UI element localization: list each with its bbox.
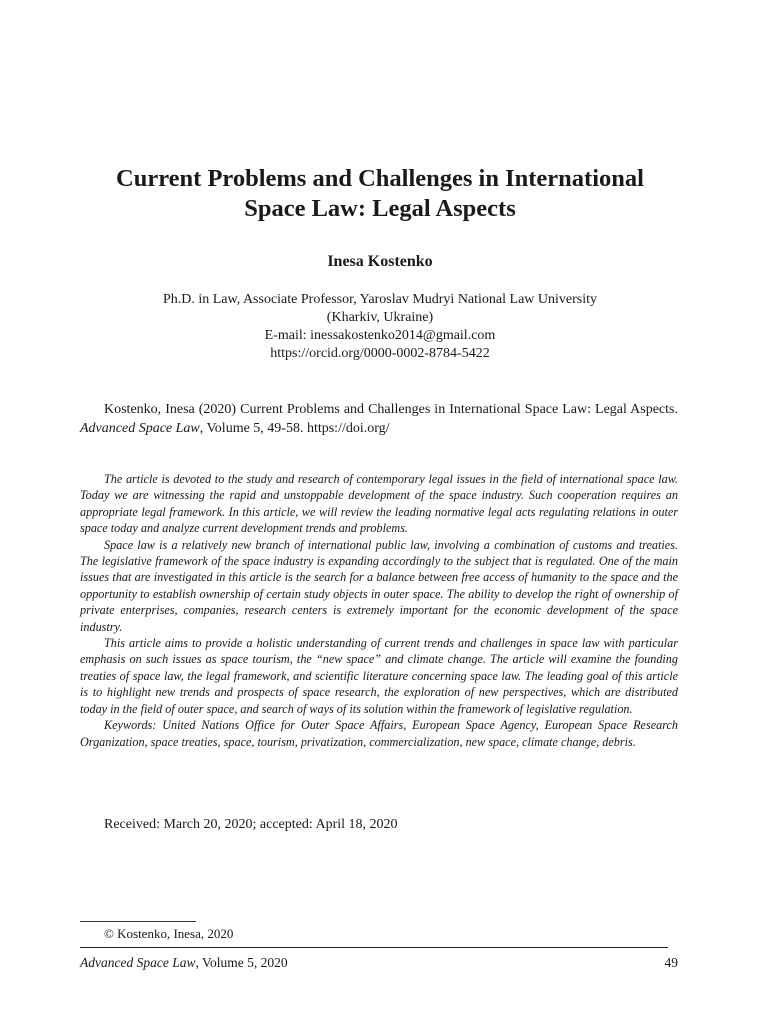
abstract (80, 471, 678, 750)
page-number: 49 (664, 955, 678, 970)
article-title-line-1: Current Problems and Challenges in International (116, 165, 644, 192)
author-email: E-mail: inessakostenko2014@gmail.com (264, 328, 496, 343)
abstract-paragraph-2: Space law is a relatively new branch of international public law, involving a combination of customs and treaties. The legislative framework of the space industry is expanding accordingly to the subject that is regulated. One of the main issues that are investigated in this article is the search for a balance between free access of humanity to the space and the opportunity to establish ownership of certain study objects in outer space. The ability to develop the right of ownership of private enterprises, companies, research centers is extremely important for the economic development of the space industry. (80, 537, 678, 634)
citation-volume: , Volume 5, 49-58. https://doi.org/ (199, 421, 390, 436)
footer-volume: , Volume 5, 2020 (195, 955, 288, 970)
author-name: Inesa Kostenko (327, 253, 433, 270)
affiliation-position: Ph.D. in Law, Associate Professor, Yaroslav Mudryi National Law University (162, 292, 598, 307)
citation-text: Kostenko, Inesa (2020) Current Problems and Challenges in International Space Law: Legal Aspects. (104, 402, 678, 417)
citation-journal: Advanced Space Law (80, 421, 200, 436)
abstract-paragraph-3: This article aims to provide a holistic understanding of current trends and challenges in space law with particular emphasis on such issues as space tourism, the “new space” and climate change. The article will examine the founding treaties of space law, the legal framework, and scientific literature concerning space law. The leading goal of this article is to highlight new trends and prospects of space research, the exploration of new perspectives, which are distributed today in the field of outer space, and search of ways of its solution within the framework of legislative regulation. (80, 636, 678, 716)
received-dates: Received: March 20, 2020; accepted: April 18, 2020 (104, 817, 398, 832)
footer-journal: Advanced Space Law (80, 955, 196, 970)
affiliation-location: (Kharkiv, Ukraine) (326, 310, 434, 325)
article-title-line-2: Space Law: Legal Aspects (244, 195, 516, 222)
author-affiliation (80, 291, 680, 363)
copyright-footnote: © Kostenko, Inesa, 2020 (104, 926, 234, 941)
abstract-paragraph-1: The article is devoted to the study and research of contemporary legal issues in the field of international space law. Today we are witnessing the rapid and unstoppable development of the space industry. Such cooperation requires an appropriate legal framework. In this article, we will review the leading normative legal acts regulating relations in outer space today and analyze current development trends and problems. (80, 472, 678, 536)
footer-divider (80, 947, 668, 948)
citation (80, 400, 678, 438)
keywords: Keywords: United Nations Office for Outer Space Affairs, European Space Agency, European Space Research Organization, space treaties, space, tourism, privatization, commercialization, new space, climate change, debris. (80, 718, 678, 749)
article-title (80, 164, 680, 224)
author-orcid: https://orcid.org/0000-0002-8784-5422 (270, 346, 490, 361)
running-footer (80, 954, 288, 972)
footnote-divider (80, 921, 196, 922)
